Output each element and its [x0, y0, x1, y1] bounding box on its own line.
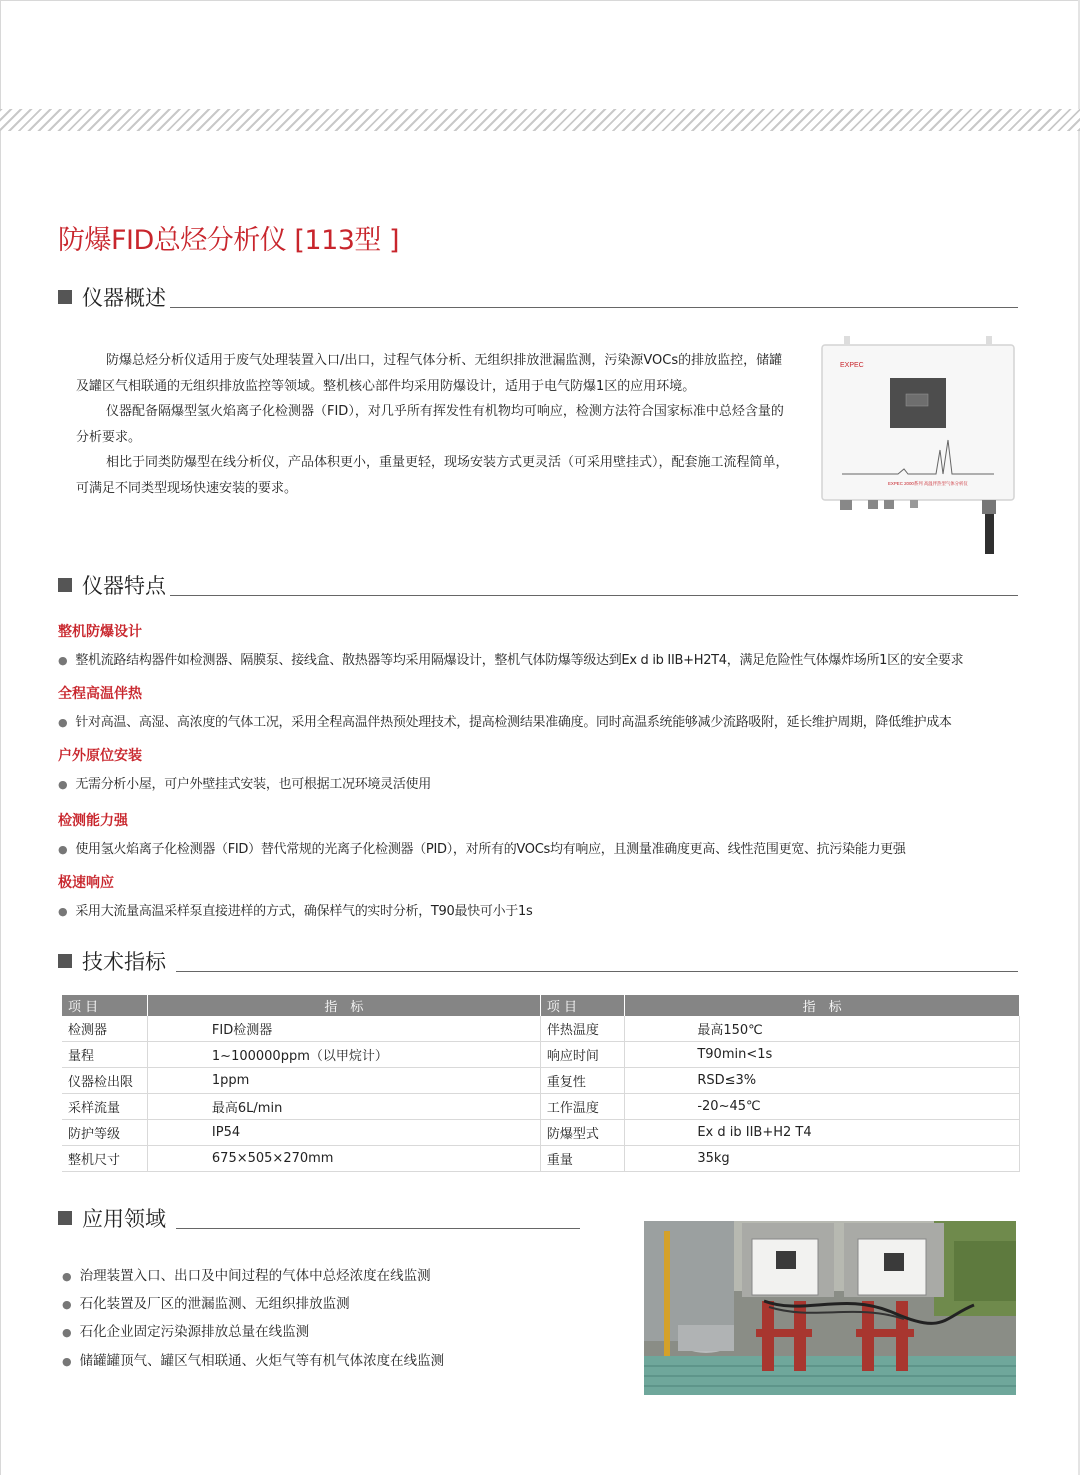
feature-text: 采用大流量高温采样泵直接进样的方式，确保样气的实时分析，T90最快可小于1s — [75, 904, 533, 919]
spec-key: 仪器检出限 — [62, 1068, 147, 1094]
feature-item — [58, 711, 952, 730]
spec-value: FID检测器 — [147, 1016, 540, 1042]
bullet-icon: ● — [62, 1355, 72, 1368]
overview-text — [76, 348, 790, 501]
feature-text: 使用氢火焰离子化检测器（FID）替代常规的光离子化检测器（PID），对所有的VOCs均有响应，且测量准确度更高、线性范围更宽、抗污染能力更强 — [75, 842, 906, 857]
installation-site-photo — [644, 1221, 1016, 1395]
bullet-icon: ● — [58, 716, 68, 729]
section-square-icon — [58, 954, 72, 968]
application-text: 储罐罐顶气、罐区气相联通、火炬气等有机气体浓度在线监测 — [79, 1353, 445, 1369]
section-header-specs — [58, 946, 1018, 976]
section-title-specs: 技术指标 — [82, 950, 166, 974]
bullet-icon: ● — [62, 1298, 72, 1311]
spec-value: 最高150℃ — [625, 1016, 1020, 1042]
analyzer-device-image — [818, 332, 1018, 557]
spec-key: 响应时间 — [540, 1042, 624, 1068]
device-caption: EXPEC 2000系列 高温伴热型气体分析仪 — [888, 481, 968, 486]
section-title-overview: 仪器概述 — [82, 286, 166, 310]
spec-value: T90min<1s — [625, 1042, 1020, 1068]
feature-item — [58, 900, 532, 919]
spec-value: Ex d ib IIB+H2 T4 — [625, 1120, 1020, 1146]
device-brand-label: EXPEC — [840, 362, 864, 369]
bullet-icon: ● — [58, 778, 68, 791]
overview-paragraph-3: 相比于同类防爆型在线分析仪，产品体积更小，重量更轻，现场安装方式更灵活（可采用壁挂式），配套施工流程简单，可满足不同类型现场快速安装的要求。 — [76, 455, 789, 496]
section-rule — [170, 307, 1018, 308]
spec-key: 重复性 — [540, 1068, 624, 1094]
feature-title: 全程高温伴热 — [58, 686, 142, 702]
feature-text: 针对高温、高湿、高浓度的气体工况，采用全程高温伴热预处理技术，提高检测结果准确度。同时高温系统能够减少流路吸附，延长维护周期，降低维护成本 — [75, 715, 952, 730]
spec-key: 防护等级 — [62, 1120, 147, 1146]
feature-item — [58, 838, 906, 857]
table-row — [62, 1068, 1020, 1094]
bullet-icon: ● — [58, 905, 68, 918]
table-row — [62, 1094, 1020, 1120]
overview-paragraph-1: 防爆总烃分析仪适用于废气处理装置入口/出口，过程气体分析、无组织排放泄漏监测，污染源VOCs的排放监控，储罐及罐区气相联通的无组织排放监控等领域。整机核心部件均采用防爆设计，适用于电气防爆1区的应用环境。 — [76, 353, 783, 394]
page-border-left — [0, 0, 1, 1475]
section-rule — [176, 971, 1018, 972]
spec-key: 整机尺寸 — [62, 1146, 147, 1172]
section-title-applications: 应用领域 — [82, 1207, 166, 1231]
spec-header-value: 指 标 — [625, 995, 1020, 1016]
feature-text: 整机流路结构器件如检测器、隔膜泵、接线盒、散热器等均采用隔爆设计，整机气体防爆等级达到Ex d ib IIB+H2T4，满足危险性气体爆炸场所1区的安全要求 — [75, 653, 964, 668]
application-text: 石化企业固定污染源排放总量在线监测 — [79, 1324, 310, 1340]
section-square-icon — [58, 1211, 72, 1225]
spec-value: 675×505×270mm — [147, 1146, 540, 1172]
table-row — [62, 1146, 1020, 1172]
spec-table-header — [62, 995, 1020, 1016]
feature-title: 整机防爆设计 — [58, 624, 142, 640]
list-item — [62, 1264, 431, 1284]
section-square-icon — [58, 578, 72, 592]
feature-item — [58, 773, 431, 792]
spec-header-item: 项 目 — [62, 995, 147, 1016]
spec-key: 工作温度 — [540, 1094, 624, 1120]
spec-header-value: 指 标 — [147, 995, 540, 1016]
section-rule — [170, 595, 1018, 596]
table-row — [62, 1042, 1020, 1068]
section-header-features — [58, 570, 1018, 600]
spec-key: 重量 — [540, 1146, 624, 1172]
feature-title: 户外原位安装 — [58, 748, 142, 764]
decorative-stripe-band — [0, 109, 1080, 131]
bullet-icon: ● — [58, 843, 68, 856]
application-text: 石化装置及厂区的泄漏监测、无组织排放监测 — [79, 1296, 350, 1312]
list-item — [62, 1349, 444, 1369]
page-title: 防爆FID总烃分析仪 [113型 ] — [58, 225, 400, 256]
bullet-icon: ● — [62, 1326, 72, 1339]
section-rule — [176, 1228, 580, 1229]
page-border-top — [0, 0, 1080, 1]
spec-value: IP54 — [147, 1120, 540, 1146]
bullet-icon: ● — [62, 1270, 72, 1283]
spec-value: -20~45℃ — [625, 1094, 1020, 1120]
spec-key: 量程 — [62, 1042, 147, 1068]
bullet-icon: ● — [58, 654, 68, 667]
application-text: 治理装置入口、出口及中间过程的气体中总烃浓度在线监测 — [79, 1268, 431, 1284]
spec-key: 伴热温度 — [540, 1016, 624, 1042]
spec-key: 采样流量 — [62, 1094, 147, 1120]
section-square-icon — [58, 290, 72, 304]
spec-key: 防爆型式 — [540, 1120, 624, 1146]
feature-item — [58, 649, 963, 668]
feature-title: 极速响应 — [58, 875, 114, 891]
feature-text: 无需分析小屋，可户外壁挂式安装，也可根据工况环境灵活使用 — [75, 777, 431, 792]
list-item — [62, 1320, 309, 1340]
table-row — [62, 1016, 1020, 1042]
spec-value: 35kg — [625, 1146, 1020, 1172]
feature-title: 检测能力强 — [58, 813, 128, 829]
section-title-features: 仪器特点 — [82, 574, 166, 598]
section-header-overview — [58, 282, 1018, 312]
spec-header-item: 项 目 — [540, 995, 624, 1016]
spec-value: 1ppm — [147, 1068, 540, 1094]
spec-value: 最高6L/min — [147, 1094, 540, 1120]
spec-table — [62, 995, 1020, 1172]
list-item — [62, 1292, 350, 1312]
overview-paragraph-2: 仪器配备隔爆型氢火焰离子化检测器（FID），对几乎所有挥发性有机物均可响应，检测方法符合国家标准中总烃含量的分析要求。 — [76, 404, 784, 445]
spec-value: 1~100000ppm（以甲烷计） — [147, 1042, 540, 1068]
spec-key: 检测器 — [62, 1016, 147, 1042]
table-row — [62, 1120, 1020, 1146]
spec-value: RSD≤3% — [625, 1068, 1020, 1094]
section-header-applications — [58, 1203, 580, 1233]
